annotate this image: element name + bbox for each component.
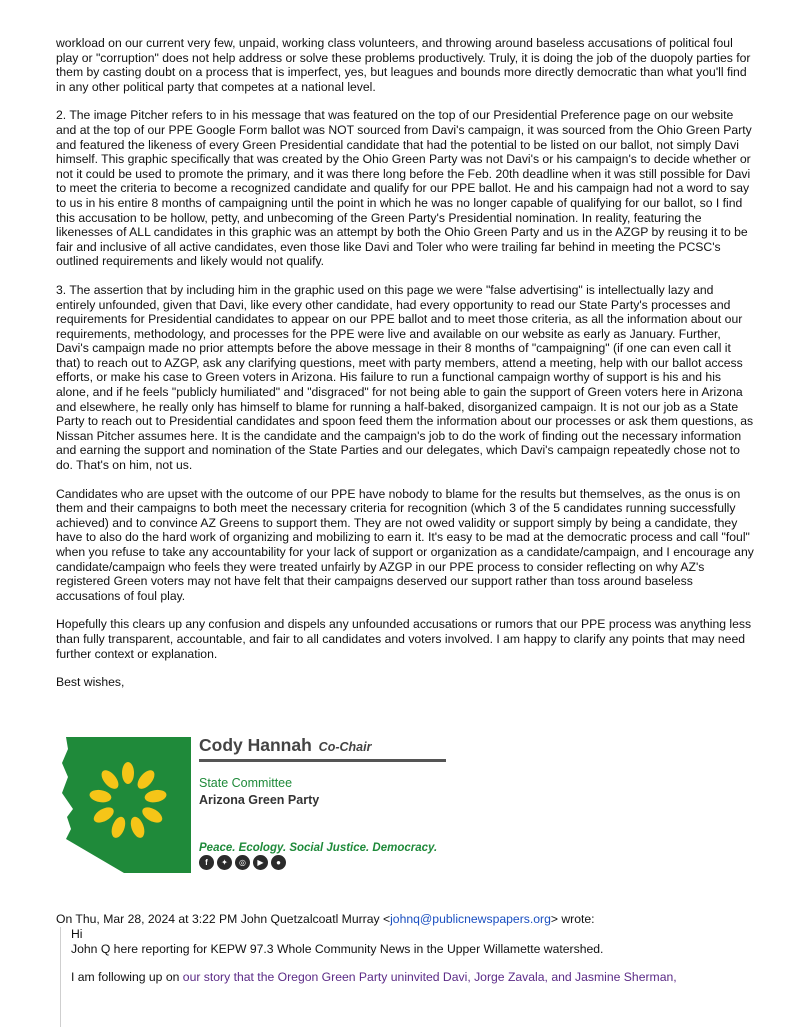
quoted-line-2-prefix: I am following up on [71,970,183,985]
facebook-icon[interactable]: f [199,855,214,870]
signature-party: Arizona Green Party [199,793,320,807]
paragraph-point-2: 2. The image Pitcher refers to in his message that was featured on the top of our Presidential Preference page on our website and at the top of our PPE Google Form ballot was NOT sourced from Davi's campaign, it was sourced from the Ohio Green Party and featured the likeness of every Green Presidential candidate that had the potential to be listed on our ballot, not simply Davi himself. This graphic specifically that was created by the Ohio Green Party was not Davi's or his campaign's to decide whether or not it could be used to promote the primary, and it was there long before the Feb. 20th deadline when it was still possible for Davi to meet the criteria to become a recognized candidate and qualify for our PPE ballot. He and his campaign had not a word to say to us in his entire 8 months of campaigning until the point in which he was no longer capable of qualifying for our ballot, so I find this accusation to be hollow, petty, and unbecoming of the Green Party's Presidential nomination. In reality, featuring the likenesses of ALL candidates in this graphic was an attempt by both the Ohio Green Party and us in the AZGP by reusing it to be fair and inclusive of all active candidates, even those like Davi and Toler who were trailing far behind in meeting the PCSC's outlined requirements and likely would not qualify. [56,108,752,269]
quoted-header-prefix: On Thu, Mar 28, 2024 at 3:22 PM John Quetzalcoatl Murray < [56,912,391,926]
quoted-header [56,912,595,927]
paragraph-candidates: Candidates who are upset with the outcome of our PPE have nobody to blame for the results but themselves, as the onus is on them and their campaigns to both meet the necessary criteria for recognition (which 3 of the 5 candidates running successfully achieved) and to convince AZ Greens to support them. They are not owed validity or support simply by being a candidate, they have to also do the hard work of organizing and mobilizing to earn it. It's easy to be mad at the democratic process and call "foul" when you refuse to take any accountability for your lack of support or organization as a candidate/campaign, and I encourage any candidate/campaign who feels they were treated unfairly by AZGP in our PPE process to consider reflecting on why AZ's registered Green voters may not have felt that their campaigns deserved our support rather than toss around baseless accusations of foul play. [56,486,754,603]
signature-committee: State Committee [199,776,293,790]
quoted-line-1: John Q here reporting for KEPW 97.3 Whole Community News in the Upper Willamette watershed. [71,941,604,956]
arizona-green-party-logo [54,735,194,875]
reddit-icon[interactable]: ● [271,855,286,870]
role-text: Co-Chair [318,740,372,754]
quoted-greeting: Hi [71,927,83,941]
paragraph-point-3: 3. The assertion that by including him in the graphic used on this page we were "false advertising" is intellectually lazy and entirely unfounded, given that Davi, like every other candidate, had every opportunity to read our State Party's processes and requirements for Presidential candidates to appear on our PPE ballot and to meet those criteria, as all the information about our requirements, methodology, and processes for the PPE were live and available on our website as early as January. Further, Davi's campaign made no prior attempts before the above message in their 8 months of "campaigning" (if one can even call it that) to reach out to AZGP, ask any clarifying questions, meet with party members, attend a meeting, help with our ballot access efforts, or make his case to Green voters in Arizona. His failure to run a functional campaign worthy of support is his and his alone, and if he feels "publicly humiliated" and "disgraced" for not being able to gain the support of Green voters here in Arizona and elsewhere, he really only has himself to blame for running a half-baked, disorganized campaign. It is not our job as a State Party to reach out to Presidential candidates and spoon feed them the information about our processes or ask them questions, as Nissan Pitcher assumes here. It is the candidate and the campaign's job to do the work of finding out the necessary information and earning the support and nomination of the State Parties and our delegates, which Davi's campaign repeatedly chose not to do. That's on him, not us. [56,282,754,473]
name-text: Cody Hannah [199,735,312,755]
email-body [56,36,756,690]
quoted-gap [71,956,771,970]
instagram-icon[interactable]: ◎ [235,855,250,870]
quoted-message [60,927,771,1027]
youtube-icon[interactable]: ▶ [253,855,268,870]
email-signature [54,735,454,875]
social-links [199,855,286,870]
signature-name [199,735,371,756]
quoted-line-2 [71,970,771,985]
twitter-icon[interactable]: ✦ [217,855,232,870]
quoted-email-link[interactable]: johnq@publicnewspapers.org [390,912,551,926]
paragraph-workload: workload on our current very few, unpaid, working class volunteers, and throwing around baseless accusations of political foul play or "corruption" does not help address or solve these problems productively. Truly, it is doing the job of the duopoly parties for them by casting doubt on a process that is imperfect, yes, but leagues and bounds more directly democratic than what you'll find in any other political party that competes at a national level. [56,36,751,94]
paragraph-conclusion: Hopefully this clears up any confusion and dispels any unfounded accusations or rumors that our PPE process was anything less than fully transparent, accountable, and fair to all candidates and voters involved. I am happy to clarify any points that may need further context or explanation. [56,617,752,661]
signature-motto: Peace. Ecology. Social Justice. Democracy. [199,842,438,854]
signature-divider [199,759,446,762]
quoted-header-suffix: > wrote: [550,912,595,926]
closing: Best wishes, [56,675,125,690]
story-link[interactable]: our story that the Oregon Green Party uninvited Davi, Jorge Zavala, and Jasmine Sherman, [182,970,677,985]
